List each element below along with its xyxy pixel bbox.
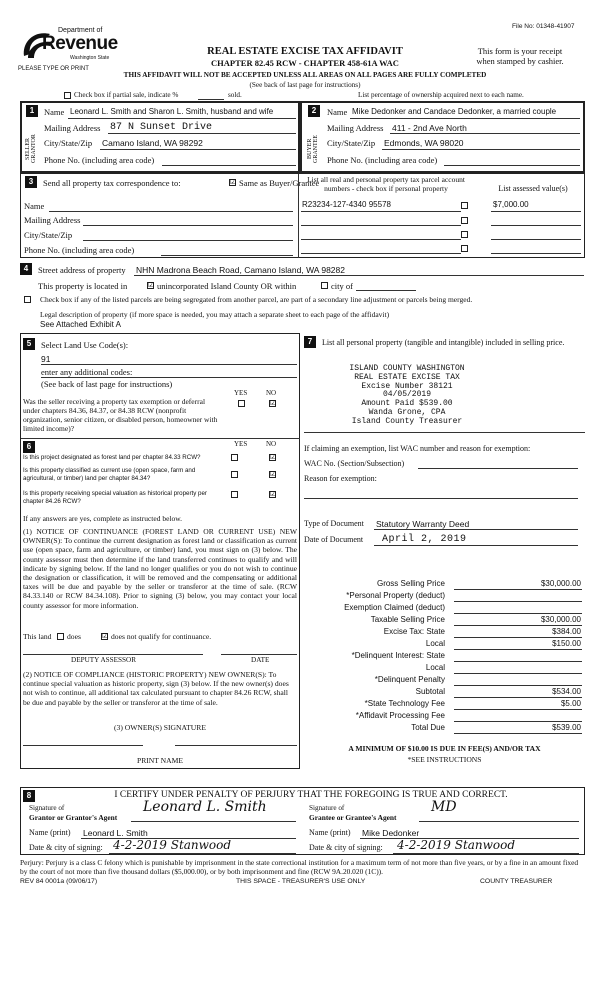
seller-city-field[interactable]: Camano Island, WA 98292: [102, 138, 203, 148]
forest-yes-checkbox[interactable]: [231, 454, 238, 461]
grantor-signature[interactable]: Leonard L. Smith: [143, 799, 267, 815]
minimum-fee-note: A MINIMUM OF $10.00 IS DUE IN FEE(S) AND/OR TAX: [348, 744, 541, 753]
tax-row-value[interactable]: $539.00: [552, 723, 581, 732]
form-revision: REV 84 0001a (09/06/17): [20, 878, 98, 885]
tax-row: [304, 578, 587, 590]
grantee-date-city[interactable]: 4-2-2019 Stanwood: [397, 838, 516, 852]
buyer-city-field[interactable]: Edmonds, WA 98020: [384, 138, 464, 148]
personal-property-checkbox-4[interactable]: [461, 245, 468, 252]
tax-row-label: *Delinquent Interest: State: [351, 651, 445, 660]
grantor-date-city[interactable]: 4-2-2019 Stanwood: [113, 838, 232, 852]
file-number: File No: 01348-41907: [512, 23, 575, 30]
tax-row: [304, 722, 587, 734]
seller-name-field[interactable]: Leonard L. Smith and Sharon L. Smith, husband and wife: [70, 107, 274, 116]
forest-no-checkbox[interactable]: ☑: [270, 453, 277, 461]
seller-section: 1 SELLER GRANTOR Name Leonard L. Smith and Sharon L. Smith, husband and wife Mailing Address 87 N Sunset Drive City/State/Zip Camano Island, WA 98292 Phone No. (including area code): [20, 101, 300, 173]
tax-row-value[interactable]: $150.00: [552, 639, 581, 648]
grantee-print-name[interactable]: Mike Dedonker: [362, 828, 420, 838]
signature-section: 8 I CERTIFY UNDER PENALTY OF PERJURY THAT THE FOREGOING IS TRUE AND CORRECT. Signature of Grantor or Grantor's Agent Leonard L. Smith Name (print) Leonard L. Smith Date & city of signing: 4-2-2019 Stanwood Signature of Grantee or Grantee's Agent MD Name (print) Mike Dedonker Date & city of signing: 4-2-2019 Stanwood: [20, 787, 585, 855]
certify-statement: I CERTIFY UNDER PENALTY OF PERJURY THAT THE FOREGOING IS TRUE AND CORRECT.: [114, 790, 508, 800]
tax-row: [304, 662, 587, 674]
wac-field[interactable]: [418, 468, 578, 469]
tax-row: [304, 686, 587, 698]
unincorporated-checkbox[interactable]: ☑: [148, 281, 155, 289]
personal-property-checkbox-1[interactable]: [461, 202, 468, 209]
legal-description-field[interactable]: See Attached Exhibit A: [40, 320, 121, 329]
historic-no-checkbox[interactable]: ☑: [270, 490, 277, 498]
tax-row-label: Local: [425, 663, 445, 672]
tax-row-label: Total Due: [411, 723, 445, 732]
grantee-signature[interactable]: MD: [431, 799, 457, 815]
tax-row-label: Subtotal: [415, 687, 445, 696]
tax-row-label: Gross Selling Price: [376, 579, 445, 588]
parcel-number[interactable]: R23234-127-4340 95578: [302, 200, 391, 209]
perjury-notice: Perjury: Perjury is a class C felony which is punishable by imprisonment in the state correctional institution for a maximum term of not more than five years, or by a fine in an amount fixed by the court of not more than five thousand dollars ($5,000.00), or by both imprisonment and fine (RCW 9A.20.020 (1C)).: [20, 858, 579, 876]
city-checkbox[interactable]: [321, 282, 328, 289]
property-address-field[interactable]: NHN Madrona Beach Road, Camano Island, WA 98282: [136, 265, 345, 275]
tax-row: [304, 626, 587, 638]
tax-row-value[interactable]: $30,000.00: [540, 579, 581, 588]
exemption-yes-checkbox[interactable]: [238, 400, 245, 407]
compliance-notice: (2) NOTICE OF COMPLIANCE (HISTORIC PROPERTY) NEW OWNER(S): To continue special valuation as historic property, sign (3) below. If the new owner(s) does not wish to continue, all additional tax calculated pursuant to chapter 84.26 RCW, shall be due and payable by the seller or transferor at the time of sale.: [23, 670, 289, 707]
qualifies-checkbox[interactable]: [57, 633, 64, 640]
buyer-mailing-field[interactable]: 411 - 2nd Ave North: [392, 123, 467, 133]
seller-mailing-field[interactable]: 87 N Sunset Drive: [110, 122, 213, 133]
warning-text: THIS AFFIDAVIT WILL NOT BE ACCEPTED UNLESS ALL AREAS ON ALL PAGES ARE FULLY COMPLETED: [123, 71, 487, 79]
tax-row-label: *Delinquent Penalty: [374, 675, 445, 684]
historic-yes-checkbox[interactable]: [231, 491, 238, 498]
tax-row-value[interactable]: $384.00: [552, 627, 581, 636]
tax-row-value-line: [454, 733, 582, 734]
document-date-field[interactable]: April 2, 2019: [382, 534, 467, 545]
tax-row-value[interactable]: $5.00: [560, 699, 581, 708]
form-title: REAL ESTATE EXCISE TAX AFFIDAVIT: [207, 46, 403, 57]
personal-property-checkbox-3[interactable]: [461, 231, 468, 238]
tax-row: [304, 710, 587, 722]
type-or-print-note: PLEASE TYPE OR PRINT: [18, 66, 89, 72]
current-use-no-checkbox[interactable]: ☑: [270, 470, 277, 478]
land-use-code-field[interactable]: 91: [41, 354, 51, 364]
buyer-name-field[interactable]: Mike Dedonker and Candace Dedonker, a married couple: [352, 107, 557, 116]
seller-phone-field[interactable]: [162, 165, 296, 166]
continuance-notice: (1) NOTICE OF CONTINUANCE (FOREST LAND OR CURRENT USE) NEW OWNER(S): To continue the current designation as forest land or classification as current use (open space, farm and agriculture, or timber) land, you must sign on (3) below. The county assessor must then determine if the land transferred continues to qualify and will indicate by signing below. If the land no longer qualifies or you do not wish to continue the designation or classification, it will be removed and the compensating or additional taxes will be due and payable by the seller or transferor at the time of sale. (RCW 84.33.140 or RCW 84.34.108). Prior to signing (3) below, you may contact your local county assessor for more information.: [23, 527, 297, 610]
form-subtitle: CHAPTER 82.45 RCW - CHAPTER 458-61A WAC: [211, 58, 399, 68]
buyer-phone-field[interactable]: [444, 165, 580, 166]
tax-row: [304, 638, 587, 650]
document-type-field[interactable]: Statutory Warranty Deed: [376, 519, 470, 529]
tax-calculation-table: [304, 578, 587, 734]
tax-row: [304, 602, 587, 614]
land-use-section: 5 Select Land Use Code(s): 91 enter any additional codes: (See back of last page for instructions) YES NO Was the seller receiving a property tax exemption or deferral under chapters 84.36, 84.37, or 84.38 RCW (nonprofit organization, senior citizen, or disabled person, homeowner with limited income)? ☑ 6 YES NO Is this project designated as forest land per chapter 84.33 RCW? ☑ Is this property classified as current use (open space, farm and agricultural, or timber) land per chapter 84.34? ☑ Is this property receiving special valuation as historical property per chapter 84.26 RCW? ☑ If any answers are yes, complete as instructed below. (1) NOTICE OF CONTINUANCE (FOREST LAND OR CURRENT USE) NEW OWNER(S): To continue the current designation as forest land or classification as current use (open space, farm and agriculture, or timber) land, you must sign on (3) below. The county assessor must then determine if the land transferred continues to qualify and will indicate by signing below. If the land no longer qualifies or you do not wish to continue the designation or classification, it will be removed and the compensating or additional taxes will be due and payable by the seller or transferor at the time of sale. (RCW 84.33.140 or RCW 84.34.108). Prior to signing (3) below, you may contact your local county assessor for more information. This land does ☑ does not qualify for continuance. DEPUTY ASSESSOR DATE (2) NOTICE OF COMPLIANCE (HISTORIC PROPERTY) NEW OWNER(S): To continue special valuation as historic property, sign (3) below. If the new owner(s) does not wish to continue, all additional tax calculated pursuant to chapter 84.26 RCW, shall be due and payable by the seller or transferor at the time of sale. (3) OWNER(S) SIGNATURE PRINT NAME: [20, 333, 300, 769]
tax-row: [304, 698, 587, 710]
tax-row-value[interactable]: $30,000.00: [540, 615, 581, 624]
treasurer-stamp: ISLAND COUNTY WASHINGTON REAL ESTATE EXCISE TAX Excise Number 38121 04/05/2019 Amount Paid $539.00 Wanda Grone, CPA Island County Treasurer: [349, 364, 465, 426]
does-not-qualify-checkbox[interactable]: ☑: [102, 632, 109, 640]
tax-row-label: Taxable Selling Price: [370, 615, 445, 624]
tax-row-label: *Affidavit Processing Fee: [355, 711, 445, 720]
segregated-checkbox[interactable]: [24, 296, 31, 303]
buyer-section: 2 BUYER GRANTEE Name Mike Dedonker and Candace Dedonker, a married couple Mailing Address 411 - 2nd Ave North City/State/Zip Edmonds, WA 98020 Phone No. (including area code): [300, 101, 585, 173]
tax-row-label: *State Technology Fee: [364, 699, 445, 708]
assessed-value[interactable]: $7,000.00: [493, 200, 529, 209]
tax-row-label: Excise Tax: State: [383, 627, 445, 636]
tax-correspondence-section: 3 Send all property tax correspondence to: ☑ Same as Buyer/Grantee Name Mailing Address City/State/Zip Phone No. (including area code) List all real and personal property tax parcel account numbers - check box if personal property List assessed value(s) R23234-127-4340 95578 $7,000.00: [20, 173, 585, 258]
exemption-no-checkbox[interactable]: ☑: [270, 399, 277, 407]
tax-row: [304, 590, 587, 602]
same-as-buyer-checkbox[interactable]: ☑: [230, 178, 237, 186]
grantor-print-name[interactable]: Leonard L. Smith: [83, 828, 148, 838]
tax-row: [304, 614, 587, 626]
dor-logo: Department of Revenue Washington State: [20, 26, 130, 66]
tax-row-label: *Personal Property (deduct): [346, 591, 445, 600]
personal-property-checkbox-2[interactable]: [461, 217, 468, 224]
partial-sale-checkbox[interactable]: [64, 92, 71, 99]
tax-row-label: Exemption Claimed (deduct): [344, 603, 445, 612]
tax-row: [304, 674, 587, 686]
tax-row-label: Local: [425, 639, 445, 648]
tax-row-value[interactable]: $534.00: [552, 687, 581, 696]
tax-row: [304, 650, 587, 662]
current-use-yes-checkbox[interactable]: [231, 471, 238, 478]
